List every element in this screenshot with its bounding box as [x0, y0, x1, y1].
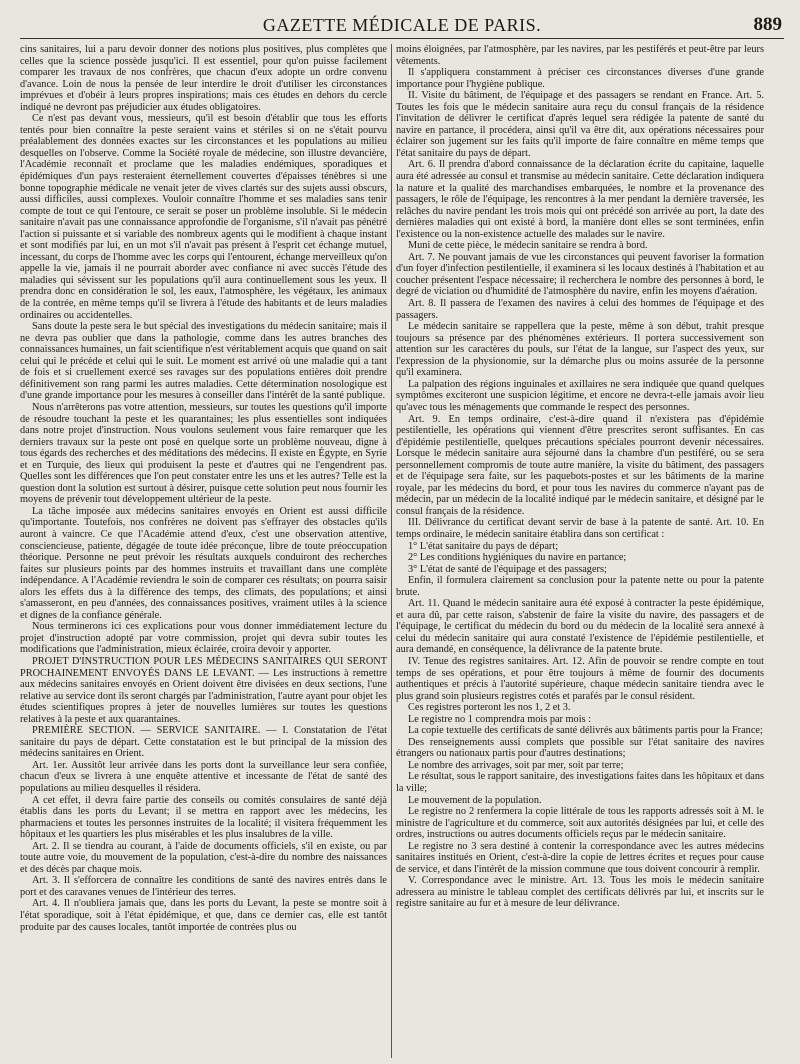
paragraph: La tâche imposée aux médecins sanitaires envoyés en Orient est aussi difficile qu'importante. Toutefois, nos confrères ne doivent pas s'effrayer des obstacles qu'ils auront à vaincre. Ce que l'Académie attend d'eux, c'est une observation attentive, consciencieuse, patiente, dégagée de toute idée préconçue, libre de toute préoccupation théorique. Personne ne peut prévoir les résultats auxquels conduiront des recherches faites sur plusieurs points par des hommes instruits et travaillant dans une complète indépendance. A l'Académie reviendra le soin de comparer ces résultats; on pourra saisir alors les effets dus à la différence des temps, des climats, des populations; et ainsi s'amasseront, en peu d'années, des connaissances positives, vraiment utiles à la science et dignes de la confiance générale. [20, 505, 387, 621]
paragraph: cins sanitaires, lui a paru devoir donner des notions plus positives, plus complètes que celles que la science possède jusqu'ici. Il est essentiel, pour qu'on puisse facilement comparer les travaux de nos confrères, que chacun d'eux adopte un ordre convenu d'avance. Loin de nous la pensée de leur interdire le droit d'utiliser les circonstances imprévues et d'obéir à leurs propres inspirations; mais ces études en dehors du cercle indiqué ne devront pas préjudicier aux études obligatoires. [20, 44, 387, 113]
list-item: La copie textuelle des certificats de santé délivrés aux bâtiments partis pour la France; [408, 725, 763, 737]
paragraph: Sans doute la peste sera le but spécial des investigations du médecin sanitaire; mais il ne devra pas oublier que dans la pathologie, comme dans les autres branches des connaissances humaines, un fait scientifique n'est véritablement acquis que quand on sait celui qui le précède et celui qui le suit. Le moment est arrivé où une maladie qui a tant de fois et si cruellement exercé ses ravages sur des populations entières doit prendre définitivement son rang parmi les autres maladies. Cette détermination nosologique est d'une grande importance pour les mesures à conseiller dans l'intérêt de la santé publique. [20, 321, 387, 402]
section-heading-paragraph: IV. Tenue des registres sanitaires. Art. 12. Afin de pouvoir se rendre compte en tout temps de ses opérations, et pour être toujours à même de fournir des documents authentiques et précis à l'autorité supérieure, chaque médecin sanitaire tiendra avec le plus grand soin plusieurs registres cotés et parafés par le consul résident. [396, 655, 764, 702]
page-header [20, 14, 784, 39]
paragraph: moins éloignées, par l'atmosphère, par les navires, par les pestiférés et peut-être par leurs vêtements. [396, 44, 764, 67]
article-paragraph: Art. 8. Il passera de l'examen des navires à celui des hommes de l'équipage et des passagers. [396, 298, 764, 321]
paragraph: Enfin, il formulera clairement sa conclusion pour la patente nette ou pour la patente brute. [396, 575, 764, 598]
list-item: Le nombre des arrivages, soit par mer, soit par terre; [408, 759, 624, 771]
article-paragraph: Art. 4. Il n'oubliera jamais que, dans les ports du Levant, la peste se montre soit à l'état sporadique, soit à l'état épidémique, et que, dans ce dernier cas, elle est tantôt produite par des causes locales, tantôt importée de contrées plus ou [20, 898, 387, 933]
article-paragraph: Art. 1er. Aussitôt leur arrivée dans les ports dont la surveillance leur sera confiée, chacun d'eux se livrera à une enquête attentive et incessante de l'état de santé des populations au milieu desquelles il résidera. [20, 759, 387, 794]
article-paragraph: Art. 11. Quand le médecin sanitaire aura été exposé à contracter la peste épidémique, et aura dû, par cette raison, s'abstenir de faire la visite du navire, des passagers et de l'équipage, le certificat du médecin du bord ou du médecin de la localité sera annexé à celui du médecin sanitaire qui aura constaté l'existence de l'épidémie pestilentielle, et aura demandé, en conséquence, la délivrance de la patente brute. [396, 598, 764, 656]
article-paragraph: Art. 2. Il se tiendra au courant, à l'aide de documents officiels, s'il en existe, ou par toute autre voie, du mouvement de la population, c'est-à-dire du nombre des naissances et des décès par chaque mois. [20, 840, 387, 875]
section-heading-paragraph: PREMIÈRE SECTION. — SERVICE SANITAIRE. — I. Constatation de l'état sanitaire du pays de départ. Cette constatation est le but principal de la mission des médecins sanitaires en Orient. [20, 725, 387, 760]
paragraph: A cet effet, il devra faire partie des conseils ou comités consulaires de santé déjà établis dans les ports du Levant; il se mettra en rapport avec les médecins, les pharmaciens et toutes les personnes instruites de la localité; il visitera fréquemment les hôpitaux et les quartiers les plus misérables et les plus insalubres de la ville. [20, 794, 387, 841]
paragraph: Le registre no 1 comprendra mois par mois : [408, 713, 592, 725]
journal-title: GAZETTE MÉDICALE DE PARIS. [262, 15, 542, 35]
list-item: Des renseignements aussi complets que possible sur l'état sanitaire des navires étrangers ou nationaux partis pour d'autres destinations; [396, 736, 764, 760]
page-number: 889 [753, 14, 782, 35]
paragraph: Nous n'arrêterons pas votre attention, messieurs, sur toutes les questions qu'il importe de résoudre touchant la peste et les quarantaines; les plus essentielles sont indiquées dans notre projet d'instruction. Nous voulons seulement vous faire remarquer que les derniers travaux sur la peste ont posé en quelque sorte un problème nouveau, digne à tous égards des recherches et des méditations des médecins. Il existe en Égypte, en Syrie et en Turquie, des lieux qui produisent la peste et d'autres qui ne l'engendrent pas. Quelles sont les différences que l'on peut constater entre les uns et les autres? Telle est la question dont la solution est surtout à désirer, puisque cette solution peut nous fournir les moyens de prévenir tout développement ultérieur de la peste. [20, 401, 387, 506]
paragraph: Le registre no 2 renfermera la copie littérale de tous les rapports adressés soit à M. le ministre de l'agriculture et du commerce, soit aux autorités désignées par lui, et celle des ordres, instructions ou autres documents officiels reçus par le médecin sanitaire. [396, 806, 764, 841]
paragraph: Il s'appliquera constamment à préciser ces circonstances diverses d'une grande importance pour l'hygiène publique. [396, 67, 764, 90]
article-paragraph: Art. 6. Il prendra d'abord connaissance de la déclaration écrite du capitaine, laquelle aura été adressée au consul et transmise au médecin sanitaire. Cette déclaration indiquera la nature et la qualité des marchandises embarquées, le nombre et la provenance des passagers, le rôle de l'équipage, les rencontres à la mer pendant la dernière traversée, les relâches du navire pendant les trois mois qui ont précédé son arrivée au port, la date des dernières maladies qui ont existé à bord, la manière dont elles se sont terminées, enfin l'existence ou la non-existence actuelle des malades sur le navire. [396, 159, 764, 240]
article-paragraph: Art. 3. Il s'efforcera de connaître les conditions de santé des navires entrés dans le port et des caravanes venues de l'intérieur des terres. [20, 875, 387, 898]
article-paragraph: Art. 9. En temps ordinaire, c'est-à-dire quand il n'existera pas d'épidémie pestilentielle, les opérations qui viennent d'être prescrites seront suffisantes. En cas d'épidémie pestilentielle, quelques précautions spéciales pourront devenir nécessaires. Lorsque le médecin sanitaire aura séjourné dans la chambre d'un pestiféré, ou se sera personnellement compromis de toute autre manière, la visite du bâtiment, des passagers et de l'équipage sera faite, sur les paquebots-postes et sur les bâtiments de la marine royale, par les médecins du bord, et pour tous les navires du commerce n'ayant pas de médecin, par un médecin de la localité indiqué par le médecin sanitaire, et désigné par le consul français de la résidence. [396, 413, 764, 517]
list-item: 2° Les conditions hygiéniques du navire en partance; [408, 552, 627, 564]
section-heading-paragraph: II. Visite du bâtiment, de l'équipage et des passagers se rendant en France. Art. 5. Toutes les fois que le médecin sanitaire aura reçu du consul français de la résidence l'invitation de délivrer le certificat d'après lequel sera rédigée la patente de santé du navire en partance, il procédera, ainsi qu'il va être dit, aux opérations nécessaires pour éclairer son jugement sur les faits qu'il importe de faire connaître en même temps que l'état sanitaire du pays de départ. [396, 90, 764, 159]
paragraph: Nous terminerons ici ces explications pour vous donner immédiatement lecture du projet d'instruction adopté par votre commission, projet qui devra subir toutes les modifications que l'administration, mieux éclairée, croira devoir y apporter. [20, 621, 387, 656]
list-item: 1° L'état sanitaire du pays de départ; [408, 540, 559, 552]
paragraph: Ce n'est pas devant vous, messieurs, qu'il est besoin d'établir que tous les efforts tentés pour bien connaître la peste seraient vains et stériles si on ne s'était pourvu préalablement des données exactes sur les circonstances et les populations au milieu desquelles on l'observe. Comme la Société royale de médecine, son illustre devancière, l'Académie reconnaît et proclame que les maladies endémiques, sporadiques et épidémiques d'un pays resteraient éternellement couvertes d'épaisses ténèbres si une bonne topographie médicale ne venait jeter de vives clartés sur des sujets aussi obscurs, aussi difficiles, aussi complexes. Vouloir connaître l'homme et ses maladies sans tenir compte de tout ce qui l'entoure, ce serait se poser un problème insoluble. Si le médecin sanitaire n'avait pas une connaissance approfondie de l'organisme, s'il n'avait pas pénétré l'action si puissante et si variable des nombreux agents qui le modifient à chaque instant et sont modifiés par lui, en un mot s'il n'avait pas présent à l'esprit cet échange mutuel, incessant, du corps de l'homme avec les corps qui l'entourent, échange merveilleux qu'on appelle la vie, jamais il ne pourrait aborder avec confiance ni avec succès l'étude des maladies qui sévissent sur les populations qu'il aura continuellement sous les yeux. Il prendra donc en considération le sol, les eaux, l'atmosphère, les végétaux, les animaux de la contrée, en même temps qu'il se livrera à l'étude des habitants et de leurs maladies ordinaires ou accidentelles. [20, 113, 387, 321]
section-heading-paragraph: III. Délivrance du certificat devant servir de base à la patente de santé. Art. 10. En temps ordinaire, le médecin sanitaire établira dans son certificat : [396, 517, 764, 540]
paragraph: Le registre no 3 sera destiné à contenir la correspondance avec les autres médecins sanitaires institués en Orient, c'est-à-dire la copie de lettres écrites et reçues pour cause de service, et dans l'intérêt de la mission commune que tous doivent concourir à remplir. [396, 840, 764, 875]
instruction-heading-paragraph: PROJET D'INSTRUCTION POUR LES MÉDECINS SANITAIRES QUI SERONT PROCHAINEMENT ENVOYÉS DANS LE LEVANT. — Les instructions à remettre aux médecins sanitaires envoyés en Orient doivent être divisées en deux sections, l'une relative au service dont ils seront chargés par l'administration, l'autre ayant pour objet les études scientifiques propres à jeter de nouvelles lumières sur toutes les questions relatives à la peste et aux quarantaines. [20, 655, 387, 725]
right-column [396, 44, 764, 1058]
left-column [20, 44, 387, 1058]
article-paragraph: Art. 7. Ne pouvant jamais de vue les circonstances qui peuvent favoriser la formation d'un foyer d'infection pestilentielle, il examinera si les locaux destinés à l'habitation et au coucher présentent l'espace nécessaire; il recherchera le nombre des personnes à bord, le degré de viciation ou d'humidité de l'atmosphère du navire, enfin les moyens d'aération. [396, 251, 764, 298]
list-item: Le résultat, sous le rapport sanitaire, des investigations faites dans les hôpitaux et dans la ville; [396, 771, 764, 794]
column-divider [391, 44, 392, 1058]
paragraph: Muni de cette pièce, le médecin sanitaire se rendra à bord. [408, 240, 648, 252]
paragraph: Ces registres porteront les nos 1, 2 et 3. [408, 702, 571, 714]
list-item: Le mouvement de la population. [408, 794, 542, 806]
paragraph: Le médecin sanitaire se rappellera que la peste, même à son début, trahit presque toujours sa présence par des phénomènes extérieurs. Il portera successivement son attention sur les caractères du pouls, sur l'état de la langue, sur l'aspect des yeux, sur l'expression de la physionomie, sur la démarche plus ou moins assurée de la personne qu'il examinera. [396, 321, 764, 379]
paragraph: La palpation des régions inguinales et axillaires ne sera indiquée que quand quelques symptômes exciteront une suspicion légitime, et encore ne devra-t-elle jamais avoir lieu qu'avec tous les ménagements que commande le respect des personnes. [396, 378, 764, 413]
list-item: 3° L'état de santé de l'équipage et des passagers; [408, 563, 607, 575]
section-heading-paragraph: V. Correspondance avec le ministre. Art. 13. Tous les mois le médecin sanitaire adressera au ministre le tableau complet des certificats délivrés par lui, et inscrits sur le registre sanitaire au fur et à mesure de leur délivrance. [396, 875, 764, 910]
